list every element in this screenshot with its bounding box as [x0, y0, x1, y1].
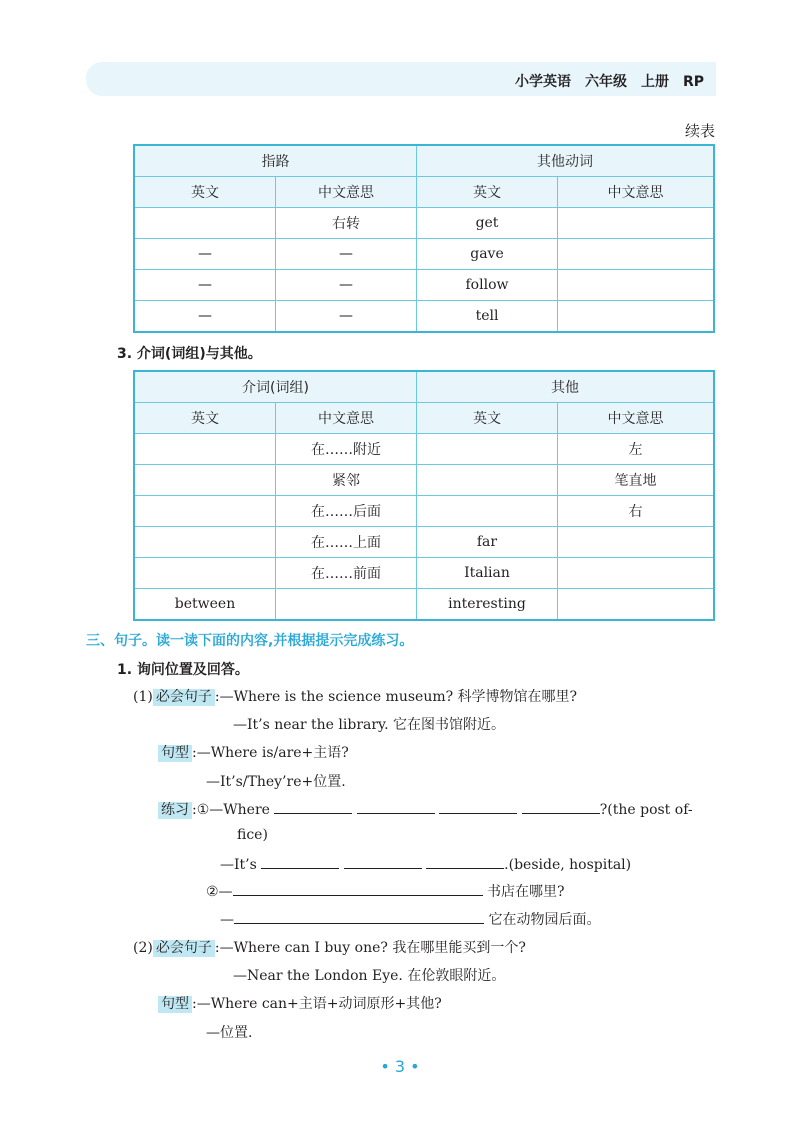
table-cell: gave [417, 239, 558, 270]
table-cell[interactable] [558, 527, 715, 558]
practice-label: 练习 [158, 802, 192, 819]
table-cell: — [276, 239, 417, 270]
practice-2-answer-cn: 它在动物园后面。 [488, 912, 601, 928]
table-cell: interesting [417, 589, 558, 621]
must-know-label: 必会句子 [153, 940, 215, 957]
table-row [134, 558, 714, 589]
colon: : [214, 689, 220, 705]
pattern-line [158, 993, 442, 1013]
table-cell[interactable] [558, 301, 715, 333]
table-cell[interactable] [134, 527, 276, 558]
table-column-header-row [134, 177, 714, 208]
practice-1-hint: ?(the post of- [599, 802, 693, 818]
pattern-answer: —It’s/They’re+位置. [206, 774, 346, 790]
example-question: —Where is the science museum? 科学博物馆在哪里? [219, 689, 578, 705]
table-cell[interactable] [134, 496, 276, 527]
table-cell[interactable] [558, 208, 715, 239]
pattern-question: —Where can+主语+动词原形+其他? [196, 996, 442, 1012]
item-number: (2) [133, 940, 153, 956]
table-cell: far [417, 527, 558, 558]
table-cell: — [134, 239, 276, 270]
table-row [134, 527, 714, 558]
answer-blank[interactable] [274, 799, 352, 814]
table-group-header: 指路 [134, 145, 417, 177]
column-header: 中文意思 [276, 177, 417, 208]
answer-blank[interactable] [344, 854, 422, 869]
table-group-header-row [134, 145, 714, 177]
column-header: 英文 [417, 177, 558, 208]
table-row [134, 239, 714, 270]
item-1-question-line [133, 686, 577, 706]
table-cell: between [134, 589, 276, 621]
table-group-header: 其他 [417, 371, 715, 403]
table-row [134, 434, 714, 465]
table-cell[interactable] [134, 465, 276, 496]
practice-2-question-line [206, 881, 565, 901]
table-row [134, 465, 714, 496]
table-cell: — [134, 301, 276, 333]
column-header: 中文意思 [558, 177, 715, 208]
table-cell: — [276, 270, 417, 301]
answer-blank[interactable] [439, 799, 517, 814]
item-number: (1) [133, 689, 153, 705]
page-number: • 3 • [380, 1057, 420, 1076]
table-cell[interactable]: get [417, 208, 558, 239]
table-cell[interactable] [417, 465, 558, 496]
table-cell[interactable] [558, 270, 715, 301]
table-cell[interactable] [417, 496, 558, 527]
practice-2-answer-start: — [220, 912, 234, 928]
pattern-label: 句型 [158, 745, 192, 762]
table-cell[interactable] [134, 434, 276, 465]
table-directions-verbs [133, 144, 715, 333]
table-prepositions-others [133, 370, 715, 621]
table-cell: — [276, 301, 417, 333]
table-cell: 在……前面 [276, 558, 417, 589]
table-group-header: 介词(词组) [134, 371, 417, 403]
table-row [134, 208, 714, 239]
table-cell[interactable] [276, 589, 417, 621]
table-cell[interactable] [134, 558, 276, 589]
table-cell: 右 [558, 496, 715, 527]
practice-1-answer-line [220, 854, 631, 873]
table-cell: — [134, 270, 276, 301]
table-cell[interactable] [558, 589, 715, 621]
colon: : [192, 745, 197, 761]
pattern-label: 句型 [158, 996, 192, 1013]
table-cell: tell [417, 301, 558, 333]
table-cell: 紧邻 [276, 465, 417, 496]
example-answer: —Near the London Eye. 在伦敦眼附近。 [233, 968, 506, 984]
table-group-header-row [134, 371, 714, 403]
table-row [134, 270, 714, 301]
column-header: 中文意思 [558, 403, 715, 434]
column-header: 英文 [134, 177, 276, 208]
practice-2-cn: 书店在哪里? [487, 884, 565, 900]
part-3-title: 三、句子。读一读下面的内容,并根据提示完成练习。 [86, 633, 414, 649]
practice-1-answer-start: —It’s [220, 857, 257, 873]
table-cell: Italian [417, 558, 558, 589]
colon: : [192, 996, 197, 1012]
item-2-question-line [133, 937, 526, 957]
practice-1-hint-cont: fice) [237, 827, 268, 843]
practice-2-answer-line [220, 909, 600, 929]
answer-blank[interactable] [522, 799, 600, 814]
table-cell: 笔直地 [558, 465, 715, 496]
table-cell[interactable] [134, 208, 276, 239]
table-cell[interactable] [417, 434, 558, 465]
table-cell[interactable]: 右转 [276, 208, 417, 239]
column-header: 英文 [134, 403, 276, 434]
answer-blank[interactable] [234, 909, 484, 924]
example-question: —Where can I buy one? 我在哪里能买到一个? [219, 940, 526, 956]
continued-label: 续表 [684, 122, 715, 140]
table-group-header: 其他动词 [417, 145, 715, 177]
section-3-title: 3. 介词(词组)与其他。 [117, 346, 262, 362]
must-know-label: 必会句子 [153, 689, 215, 706]
sub-1-title: 1. 询问位置及回答。 [117, 662, 249, 678]
table-cell: 在……附近 [276, 434, 417, 465]
colon: : [192, 802, 197, 818]
answer-blank[interactable] [357, 799, 435, 814]
table-column-header-row [134, 403, 714, 434]
answer-blank[interactable] [426, 854, 504, 869]
pattern-answer: —位置. [206, 1025, 253, 1041]
answer-blank[interactable] [261, 854, 339, 869]
practice-1-start: ①—Where [196, 802, 270, 818]
header-title: 小学英语 六年级 上册 RP [514, 74, 704, 90]
table-cell[interactable] [558, 558, 715, 589]
table-cell[interactable] [558, 239, 715, 270]
table-cell: 在……后面 [276, 496, 417, 527]
column-header: 英文 [417, 403, 558, 434]
answer-blank[interactable] [233, 881, 483, 896]
column-header: 中文意思 [276, 403, 417, 434]
table-row [134, 589, 714, 621]
practice-2-start: ②— [206, 884, 233, 900]
table-row [134, 301, 714, 333]
table-cell: 在……上面 [276, 527, 417, 558]
table-cell: follow [417, 270, 558, 301]
table-row [134, 496, 714, 527]
table-cell: 左 [558, 434, 715, 465]
practice-1-question-line [158, 799, 693, 819]
practice-1-answer-hint: .(beside, hospital) [504, 857, 632, 873]
pattern-question: —Where is/are+主语? [196, 745, 349, 761]
example-answer: —It’s near the library. 它在图书馆附近。 [233, 717, 506, 733]
colon: : [214, 940, 220, 956]
pattern-line [158, 742, 349, 762]
